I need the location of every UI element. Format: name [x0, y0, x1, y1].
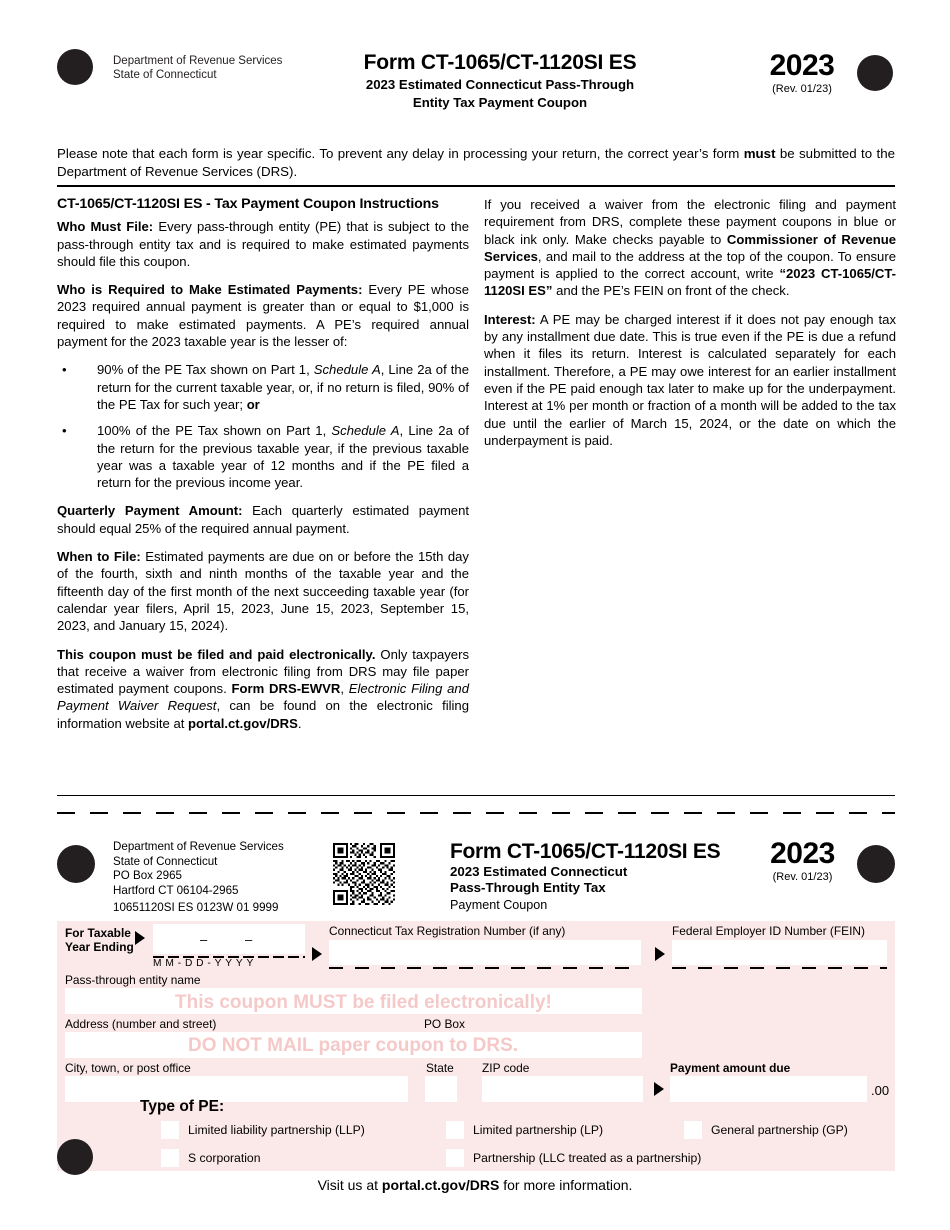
- checkbox-partnership-llc[interactable]: [446, 1149, 464, 1167]
- fein-arrow-icon: [655, 947, 665, 961]
- interest-body: A PE may be charged interest if it does not pay enough tax by any installment due date. This is true even if the PE is due a refund when it files its return. Interest is calculated separately for each installment. Therefore, a PE may owe interest for an earlier installment even if the PE paid enough tax later to make up for the underpayment. Interest at 1% per month or fraction of a month will be added to the tax due until the earlier of March 15, 2024, or the date on which the underpayment is paid.: [484, 311, 896, 448]
- checkbox-llp[interactable]: [161, 1121, 179, 1139]
- coupon-subtitle-line-2: Pass-Through Entity Tax: [450, 879, 606, 895]
- footer-suffix: for more information.: [499, 1177, 633, 1193]
- list-item: [57, 361, 469, 413]
- quarterly-payment-paragraph: [57, 502, 469, 537]
- coupon-address-line-2: State of Connecticut: [113, 854, 218, 868]
- coupon-mailing-address: [113, 840, 284, 916]
- pobox-label: PO Box: [424, 1017, 465, 1031]
- coupon-title-block: [450, 840, 720, 913]
- state-input[interactable]: [425, 1076, 457, 1102]
- coupon-address-line-1: Department of Revenue Services: [113, 840, 284, 853]
- coupon-address-line-4: Hartford CT 06104-2965: [113, 883, 239, 897]
- interest-label: Interest:: [484, 311, 536, 327]
- coupon-year-block: [755, 838, 850, 884]
- ct-registration-input[interactable]: [329, 940, 641, 965]
- city-label: City, town, or post office: [65, 1061, 191, 1075]
- form-subtitle-line-1: 2023 Estimated Connecticut Pass-Through: [365, 77, 635, 92]
- cut-here-dashed-line: [57, 812, 895, 814]
- form-header: [0, 44, 950, 114]
- ct-registration-label: Connecticut Tax Registration Number (if any): [329, 924, 566, 938]
- when-to-file-body: Estimated payments are due on or before the 15th day of the fourth, sixth and ninth months of the taxable year and the fifteenth day of the first month of the next succeeding taxable year (for calendar year filers, April 15, 2023, June 15, 2023, September 15, 2023, and January 15, 2024).: [57, 549, 469, 634]
- footer: [0, 1177, 950, 1193]
- bullet-2-part2: , Line 2a of the return for the previous taxable year, if the previous taxable year was a taxable year of 12 months and if the PE filed a return for the previous income year.: [97, 423, 469, 491]
- who-required-label: Who is Required to Make Estimated Payments:: [57, 282, 363, 298]
- checkbox-lp[interactable]: [446, 1121, 464, 1139]
- instructions-heading: CT-1065/CT-1120SI ES - Tax Payment Coupon Instructions: [57, 196, 439, 212]
- date-guide-y2: Y: [225, 958, 233, 969]
- bullet-1-part2: , Line 2a of the return for the current taxable year, or, if no return is filed, 90% of the PE Tax for such year;: [97, 362, 469, 412]
- date-guide-m1: M: [153, 958, 162, 969]
- checkbox-partnership-llc-label: Partnership (LLC treated as a partnership): [473, 1151, 702, 1165]
- date-guide-dash-2: -: [207, 958, 212, 969]
- footer-prefix: Visit us at: [317, 1177, 382, 1193]
- bullet-1-italic: Schedule A: [313, 362, 381, 378]
- electronic-filing-body-2: ,: [340, 681, 349, 697]
- qr-code-icon: [333, 843, 395, 905]
- corner-dot-coupon-left: [57, 845, 95, 883]
- when-to-file-label: When to File:: [57, 549, 141, 565]
- footer-drs-link[interactable]: portal.ct.gov/DRS: [381, 1177, 500, 1193]
- date-guide-d1: D: [184, 958, 193, 969]
- corner-dot-coupon-right: [857, 845, 895, 883]
- state-label: State: [426, 1061, 454, 1075]
- when-to-file-paragraph: [57, 548, 469, 634]
- coupon-address-line-3: PO Box 2965: [113, 869, 182, 883]
- checkbox-gp[interactable]: [684, 1121, 702, 1139]
- who-required-paragraph: [57, 281, 469, 350]
- electronic-filing-form-name: Form DRS-EWVR: [231, 681, 341, 697]
- watermark-line-1: This coupon MUST be filed electronically!: [175, 992, 552, 1013]
- coupon-title: Form CT-1065/CT-1120SI ES: [450, 840, 721, 863]
- tax-year: 2023: [769, 49, 835, 82]
- waiver-body-3: and the PE’s FEIN on front of the check.: [552, 283, 790, 299]
- fein-label: Federal Employer ID Number (FEIN): [672, 924, 865, 938]
- electronic-filing-body-3: , can be found on the electronic filing information website at: [57, 698, 469, 731]
- ct-registration-arrow-icon: [312, 947, 322, 961]
- bullet-1-bold-end: or: [246, 396, 260, 412]
- bullet-2-part1: 100% of the PE Tax shown on Part 1,: [97, 423, 332, 439]
- waiver-body-1: If you received a waiver from the electronic filing and payment requirement from DRS, complete these payment coupons in blue or black ink only. Make checks payable to: [484, 197, 896, 247]
- electronic-filing-label: This coupon must be filed and paid electronically.: [57, 646, 376, 662]
- who-must-file-paragraph: [57, 218, 469, 270]
- payment-amount-arrow-icon: [654, 1082, 664, 1096]
- waiver-paragraph: [484, 196, 896, 300]
- drs-website-link[interactable]: portal.ct.gov/DRS: [188, 715, 298, 731]
- coupon-subtitle-line-3: Payment Coupon: [450, 898, 548, 913]
- checkbox-gp-label: General partnership (GP): [711, 1123, 848, 1137]
- coupon-top-rule: [57, 795, 895, 796]
- ct-registration-guide-rule: [329, 967, 641, 969]
- who-required-body: Every PE whose 2023 required annual payment is greater than or equal to $1,000 is required to make estimated payments. A PE’s required annual payment for the 2023 taxable year is the lesser of:: [57, 282, 469, 350]
- coupon-form-id: 10651120SI ES 0123W 01 9999: [113, 901, 279, 915]
- list-item: [57, 422, 469, 491]
- interest-paragraph: [484, 311, 896, 449]
- city-input[interactable]: [65, 1076, 408, 1102]
- date-guide-m2: M: [165, 958, 175, 969]
- quarterly-payment-label: Quarterly Payment Amount:: [57, 503, 243, 519]
- type-of-pe-heading: Type of PE:: [140, 1098, 225, 1115]
- page-title: Form CT-1065/CT-1120SI ES: [363, 51, 637, 74]
- agency-line-1: Department of Revenue Services: [113, 55, 283, 67]
- agency-line-2: State of Connecticut: [113, 69, 217, 81]
- checkbox-s-corporation-label: S corporation: [188, 1151, 261, 1165]
- date-guide-y1: Y: [214, 958, 222, 969]
- electronic-filing-body-1: Only taxpayers that receive a waiver from electronic filing from DRS may file paper estimated payment coupons.: [57, 646, 469, 697]
- quarterly-payment-body: Each quarterly estimated payment should equal 25% of the required annual payment.: [57, 503, 470, 536]
- agency-block: [113, 54, 282, 82]
- fein-input[interactable]: [672, 940, 887, 965]
- type-of-pe-options: [133, 1117, 895, 1171]
- revision-date: (Rev. 01/23): [772, 83, 832, 95]
- year-specific-note: [57, 145, 895, 181]
- coupon-subtitle-line-1: 2023 Estimated Connecticut: [450, 864, 628, 879]
- date-guide-dash-1: -: [177, 958, 182, 969]
- bullet-2-italic: Schedule A: [331, 423, 400, 439]
- checkbox-llp-label: Limited liability partnership (LLP): [188, 1123, 365, 1137]
- zip-label: ZIP code: [482, 1061, 530, 1075]
- waiver-memo-text: “2023 CT-1065/CT-1120SI ES”: [484, 266, 897, 299]
- waiver-payee: Commissioner of Revenue Services: [484, 231, 897, 264]
- form-subtitle-line-2: Entity Tax Payment Coupon: [412, 94, 588, 110]
- who-must-file-label: Who Must File:: [57, 219, 154, 235]
- required-annual-payment-list: [57, 361, 469, 491]
- taxable-year-label-line-1: For Taxable: [65, 926, 131, 940]
- address-label: Address (number and street): [65, 1017, 217, 1031]
- payment-amount-label: Payment amount due: [670, 1061, 791, 1075]
- payment-coupon-panel: [57, 921, 895, 1171]
- coupon-revision-date: (Rev. 01/23): [772, 871, 833, 883]
- who-must-file-body: Every pass-through entity (PE) that is subject to the pass-through entity tax and is required to make estimated payments should file this coupon.: [57, 219, 469, 269]
- waiver-body-2: , and mail to the address at the top of the coupon. To ensure payment is applied to the correct account, write: [484, 248, 896, 282]
- header-divider: [57, 185, 895, 187]
- taxable-year-label-line-2: Year Ending: [65, 940, 134, 954]
- bullet-icon: •: [62, 362, 67, 378]
- watermark-line-2: DO NOT MAIL paper coupon to DRS.: [188, 1035, 519, 1056]
- date-guide-labels: [153, 958, 254, 969]
- taxable-year-input[interactable]: [153, 924, 305, 954]
- electronic-filing-paragraph: [57, 646, 469, 732]
- tax-year-block: [752, 50, 852, 96]
- zip-input[interactable]: [482, 1076, 643, 1102]
- payment-amount-input[interactable]: [670, 1076, 867, 1102]
- note-text-1: Please note that each form is year specific. To prevent any delay in processing your return, the correct year’s form: [57, 146, 744, 161]
- electronic-filing-body-4: .: [297, 715, 302, 731]
- taxable-year-arrow-icon: [135, 931, 145, 945]
- bullet-1-part1: 90% of the PE Tax shown on Part 1,: [97, 362, 314, 378]
- date-guide-d2: D: [196, 958, 204, 969]
- payment-cents-suffix: .00: [871, 1083, 890, 1098]
- date-separator-1: –: [200, 932, 208, 947]
- note-bold-must: must: [743, 146, 776, 161]
- checkbox-s-corporation[interactable]: [161, 1149, 179, 1167]
- date-separator-2: –: [245, 932, 253, 947]
- bullet-icon: •: [62, 423, 67, 439]
- instructions-left-column: [57, 196, 469, 732]
- instructions-right-column: [484, 196, 896, 449]
- fein-guide-rule: [672, 967, 887, 969]
- pe-name-label: Pass-through entity name: [65, 973, 201, 987]
- note-text-2: be submitted to the Department of Revenue Services (DRS).: [57, 146, 895, 179]
- coupon-tax-year: 2023: [770, 837, 835, 870]
- checkbox-lp-label: Limited partnership (LP): [473, 1123, 604, 1137]
- electronic-filing-italic: Electronic Filing and Payment Waiver Request: [57, 681, 469, 714]
- corner-dot-bottom-left: [57, 1139, 93, 1175]
- date-guide-y4: Y: [246, 958, 254, 969]
- form-title-block: [300, 50, 700, 110]
- date-guide-y3: Y: [235, 958, 244, 969]
